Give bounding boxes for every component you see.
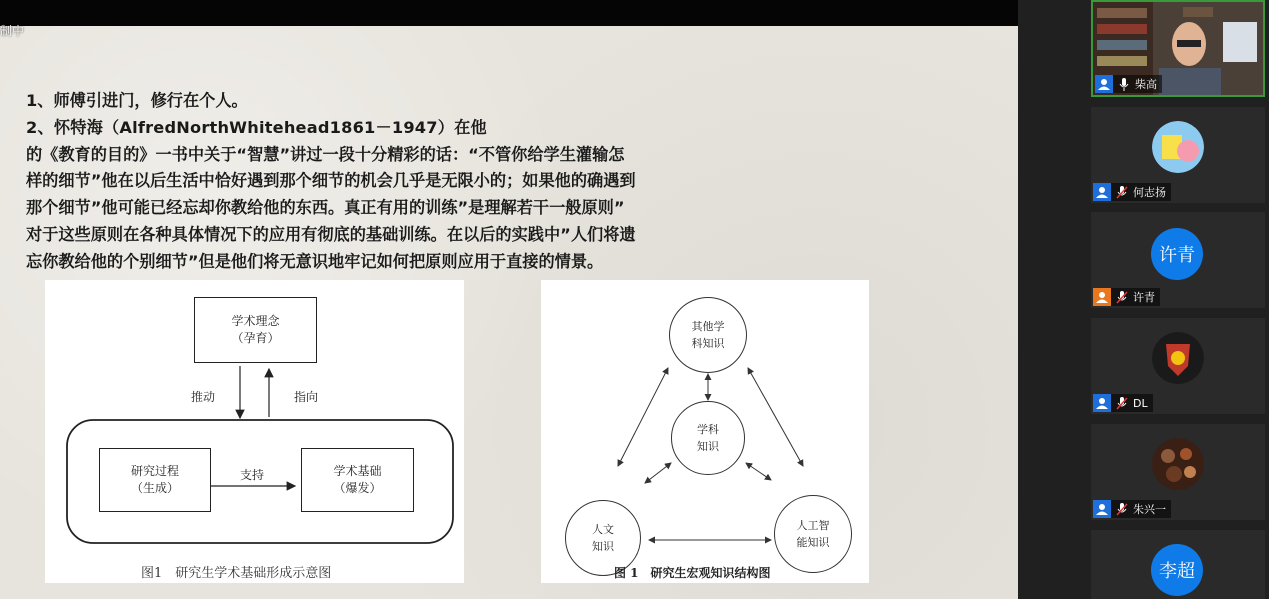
participant-tile[interactable] [1091,0,1265,97]
fig1-support-label: 支持 [240,468,265,482]
mic-muted-icon [1115,502,1129,516]
mic-muted-icon [1115,185,1129,199]
fig2-right-line2: 能知识 [796,536,830,549]
participant-tile[interactable] [1091,530,1265,599]
participant-name: DL [1133,396,1148,410]
recording-label: 制中 [0,24,25,38]
fig2-center-circle [671,401,745,475]
slide-line: 2、怀特海（AlfredNorthWhitehead1861－1947）在他 [26,117,487,137]
user-icon [1093,394,1111,412]
user-icon [1093,288,1111,306]
user-icon [1093,183,1111,201]
fig2-top-line1: 其他学 [691,320,725,333]
fig1-left-box [99,448,211,512]
participant-avatar [1152,332,1204,384]
fig1-right-box-line2: （爆发） [333,481,382,495]
fig2-right-line1: 人工智 [796,519,830,532]
participant-name-tag [1093,183,1171,201]
top-bar [0,0,1020,26]
slide-line: 样的细节”他在以后生活中恰好遇到那个细节的机会几乎是无限小的；如果他的确遇到 [26,171,636,191]
slide-text [26,88,886,276]
mic-muted-icon [1115,290,1129,304]
slide-line: 1、师傅引进门，修行在个人。 [26,91,248,110]
participant-name: 朱兴一 [1133,503,1166,516]
fig1-push-label: 推动 [191,390,216,404]
participant-tile[interactable] [1091,424,1265,520]
shared-slide [0,26,1018,599]
participant-avatar [1152,121,1204,173]
mic-muted-icon [1115,396,1129,410]
fig1-top-box-line2: （孕育） [231,331,280,345]
fig2-center-line2: 知识 [697,440,719,453]
fig1-left-box-line1: 研究过程 [130,464,179,478]
fig2-top-line2: 科知识 [691,337,725,350]
fig1-caption: 图1 研究生学术基础形成示意图 [141,566,332,581]
slide-line: 忘你教给他的个别细节”但是他们将无意识地牢记如何把原则应用于直接的情景。 [26,251,604,271]
user-icon [1093,500,1111,518]
participant-tile[interactable] [1091,318,1265,414]
fig1-right-box [301,448,414,512]
fig2-caption: 图 1 研究生宏观知识结构图 [614,566,771,580]
participant-avatar [1152,438,1204,490]
figure-academic-foundation [45,280,464,583]
slide-line: 那个细节”他可能已经忘却你教给他的东西。真正有用的训练”是理解若干一般原则” [26,198,625,218]
user-icon [1095,75,1113,93]
fig1-top-box [194,297,317,363]
participant-name-tag [1093,394,1153,412]
participant-name: 何志扬 [1133,186,1166,199]
fig2-center-line1: 学科 [697,423,719,436]
fig1-left-box-line2: （生成） [130,481,179,495]
mic-icon [1117,77,1131,91]
fig1-point-label: 指向 [294,390,319,404]
participant-name: 许青 [1133,291,1155,304]
participant-tile[interactable] [1091,107,1265,203]
participant-name: 柴高 [1135,78,1157,91]
fig1-right-box-line1: 学术基础 [333,464,382,478]
participant-avatar: 许青 [1151,228,1203,280]
participant-name-tag [1093,500,1171,518]
fig2-top-circle [669,297,747,373]
slide-line: 对于这些原则在各种具体情况下的应用有彻底的基础训练。在以后的实践中”人们将遗 [26,224,636,244]
slide-line: 的《教育的目的》一书中关于“智慧”讲过一段十分精彩的话：“不管你给学生灌输怎 [26,144,625,164]
participant-avatar: 李超 [1151,544,1203,596]
fig2-left-line1: 人文 [592,523,614,536]
figure-knowledge-structure [541,280,869,583]
participant-name-tag [1095,75,1162,93]
fig2-right-circle [774,495,852,573]
fig1-top-box-line1: 学术理念 [231,314,280,328]
participant-tile[interactable] [1091,212,1265,308]
participant-name-tag [1093,288,1160,306]
fig2-left-line2: 知识 [592,540,614,553]
